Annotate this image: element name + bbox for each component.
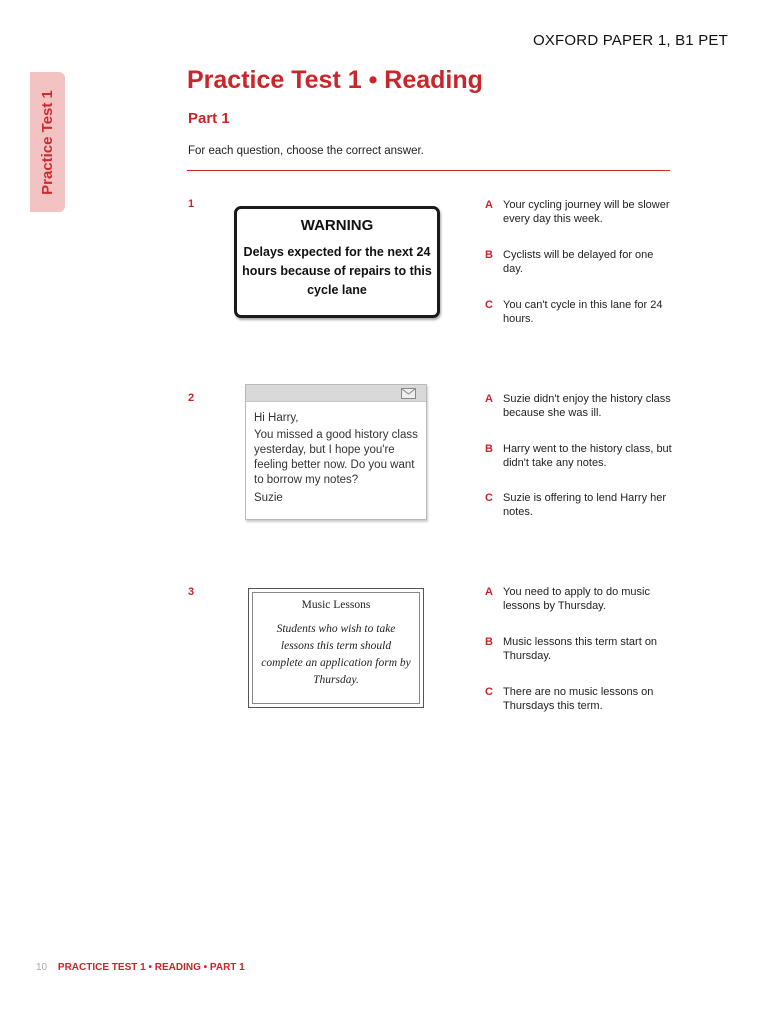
notice-title: Music Lessons (301, 599, 371, 611)
q3-option-c[interactable] (485, 685, 675, 713)
notice-body: Students who wish to take lessons this term should complete an application form by Thursday. (261, 623, 411, 686)
option-text: Your cycling journey will be slower every day this week. (503, 199, 670, 225)
q2-option-c[interactable] (485, 491, 675, 519)
part-heading: Part 1 (188, 110, 230, 127)
question-number-1: 1 (188, 198, 195, 210)
option-letter: B (485, 636, 493, 648)
warning-sign-body: Delays expected for the next 24 hours because of repairs to this cycle lane (242, 245, 432, 297)
envelope-icon (401, 388, 416, 399)
music-notice (248, 588, 424, 708)
q1-option-c[interactable] (485, 298, 675, 326)
heading-divider (187, 170, 670, 171)
option-text: Cyclists will be delayed for one day. (503, 249, 654, 275)
message-signature: Suzie (254, 492, 283, 504)
option-text: Suzie didn't enjoy the history class because she was ill. (503, 393, 671, 419)
q2-option-b[interactable] (485, 442, 675, 470)
option-letter: C (485, 299, 493, 311)
option-text: Harry went to the history class, but didn't take any notes. (503, 443, 672, 469)
side-tab (30, 72, 65, 212)
option-text: Music lessons this term start on Thursday. (503, 636, 658, 662)
option-letter: C (485, 492, 493, 504)
side-tab-label: Practice Test 1 (39, 89, 56, 195)
option-text: You need to apply to do music lessons by Thursday. (503, 586, 650, 612)
option-letter: C (485, 686, 493, 698)
page-number: 10 (36, 962, 48, 973)
message-window (245, 384, 427, 520)
message-body: You missed a good history class yesterday, but I hope you're feeling better now. Do you want to borrow my notes? (254, 429, 418, 486)
q1-option-a[interactable] (485, 198, 675, 226)
instruction-text: For each question, choose the correct answer. (188, 145, 424, 157)
question-number-3: 3 (188, 586, 195, 598)
q3-option-a[interactable] (485, 585, 675, 613)
question-number-2: 2 (188, 392, 195, 404)
q1-option-b[interactable] (485, 248, 675, 276)
page-footer (36, 962, 245, 973)
option-text: Suzie is offering to lend Harry her notes. (503, 492, 667, 518)
footer-text: PRACTICE TEST 1 • READING • PART 1 (57, 962, 245, 973)
page-title: Practice Test 1 • Reading (187, 66, 483, 94)
q2-option-a[interactable] (485, 392, 675, 420)
warning-sign-title: WARNING (300, 217, 374, 234)
message-title-bar (246, 385, 426, 402)
option-letter: A (485, 393, 493, 405)
option-text: You can't cycle in this lane for 24 hours. (503, 299, 663, 325)
option-text: There are no music lessons on Thursdays this term. (503, 686, 654, 712)
option-letter: A (485, 586, 493, 598)
option-letter: B (485, 249, 493, 261)
warning-sign (234, 206, 440, 318)
option-letter: A (485, 199, 493, 211)
option-letter: B (485, 443, 493, 455)
paper-label: OXFORD PAPER 1, B1 PET (532, 32, 728, 49)
message-greeting: Hi Harry, (254, 412, 299, 424)
q3-option-b[interactable] (485, 635, 675, 663)
notice-inner-border (252, 592, 420, 704)
